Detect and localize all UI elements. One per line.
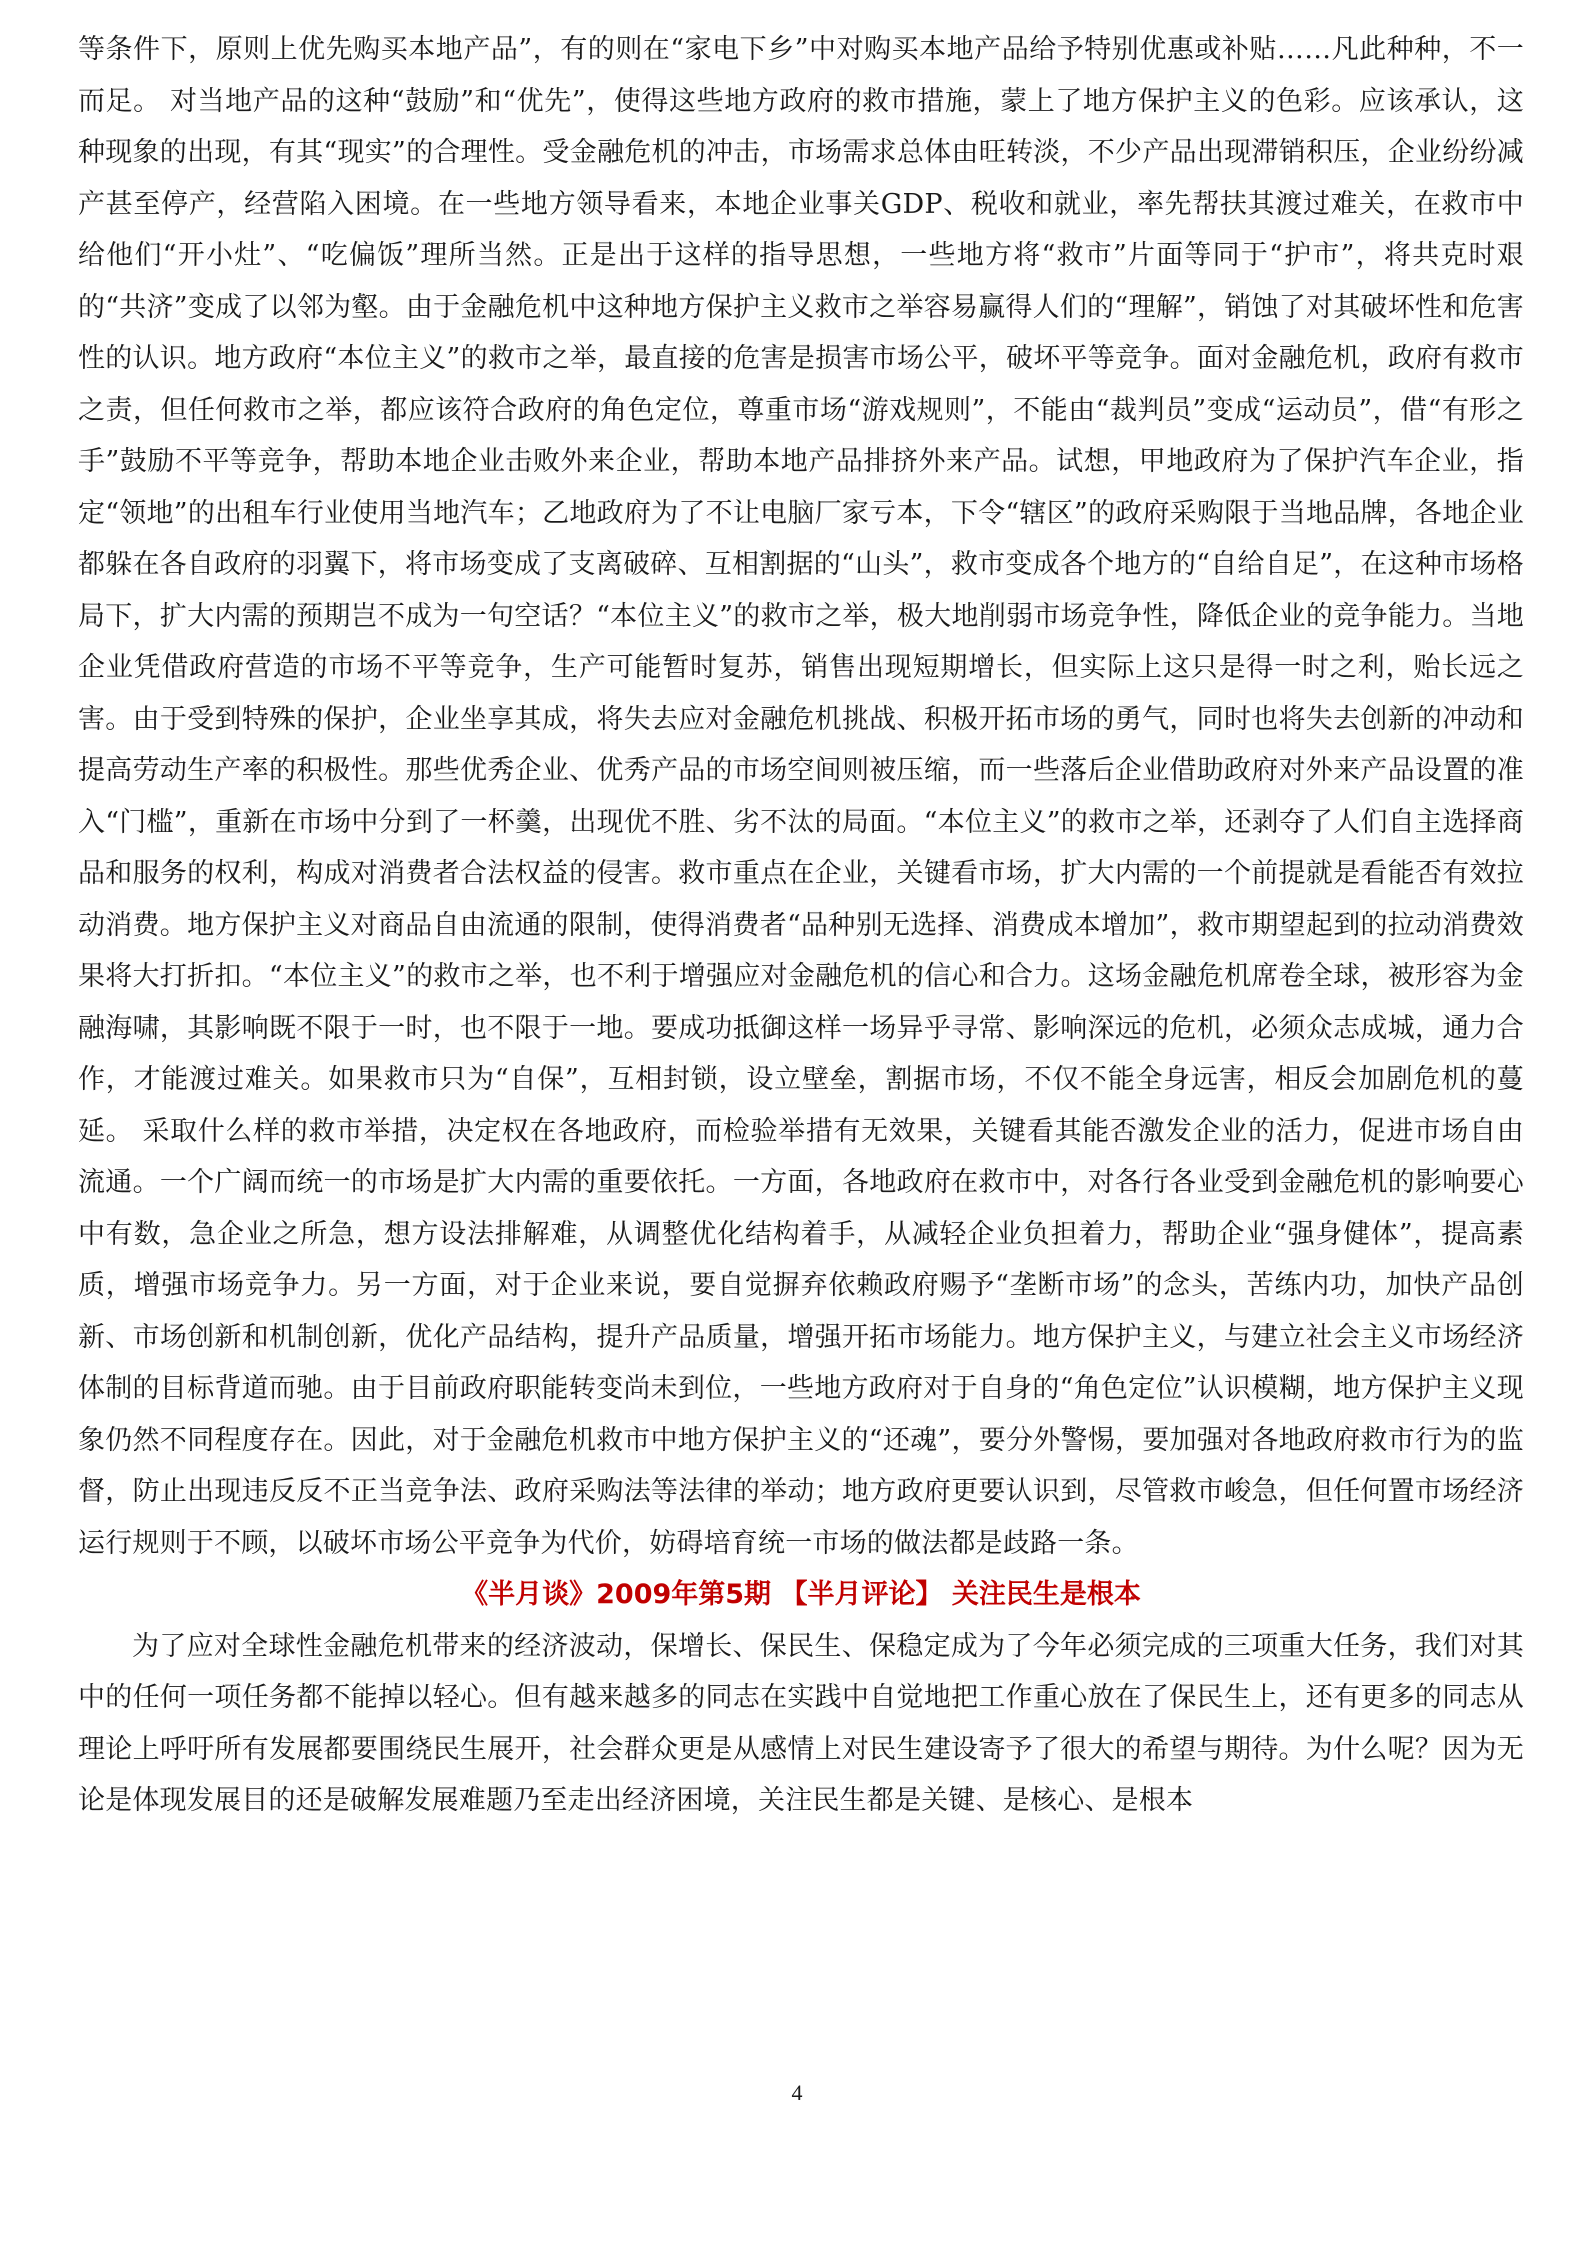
document-page	[78, 24, 1524, 1827]
article-body-intro: 为了应对全球性金融危机带来的经济波动，保增长、保民生、保稳定成为了今年必须完成的三项重大任务，我们对其中的任何一项任务都不能掉以轻心。但有越来越多的同志在实践中自觉地把工作重心放在了保民生上，还有更多的同志从理论上呼吁所有发展都要围绕民生展开，社会群众更是从感情上对民生建设寄予了很大的希望与期待。为什么呢？因为无论是体现发展目的还是破解发展难题乃至走出经济困境，关注民生都是关键、是核心、是根本	[78, 1630, 1524, 1816]
article-heading: 《半月谈》2009年第5期 【半月评论】 关注民生是根本	[461, 1579, 1141, 1610]
page-number: 4	[791, 2080, 803, 2105]
article-body-continued: 等条件下，原则上优先购买本地产品”，有的则在“家电下乡”中对购买本地产品给予特别优惠或补贴……凡此种种，不一而足。 对当地产品的这种“鼓励”和“优先”，使得这些地方政府的救市措施，蒙上了地方保护主义的色彩。应该承认，这种现象的出现，有其“现实”的合理性。受金融危机的冲击，市场需求总体由旺转淡，不少产品出现滞销积压，企业纷纷减产甚至停产，经营陷入困境。在一些地方领导看来，本地企业事关GDP、税收和就业，率先帮扶其渡过难关，在救市中给他们“开小灶”、“吃偏饭”理所当然。正是出于这样的指导思想，一些地方将“救市”片面等同于“护市”，将共克时艰的“共济”变成了以邻为壑。由于金融危机中这种地方保护主义救市之举容易赢得人们的“理解”，销蚀了对其破坏性和危害性的认识。地方政府“本位主义”的救市之举，最直接的危害是损害市场公平，破坏平等竞争。面对金融危机，政府有救市之责，但任何救市之举，都应该符合政府的角色定位，尊重市场“游戏规则”，不能由“裁判员”变成“运动员”，借“有形之手”鼓励不平等竞争，帮助本地企业击败外来企业，帮助本地产品排挤外来产品。试想，甲地政府为了保护汽车企业，指定“领地”的出租车行业使用当地汽车；乙地政府为了不让电脑厂家亏本，下令“辖区”的政府采购限于当地品牌，各地企业都躲在各自政府的羽翼下，将市场变成了支离破碎、互相割据的“山头”，救市变成各个地方的“自给自足”，在这种市场格局下，扩大内需的预期岂不成为一句空话？“本位主义”的救市之举，极大地削弱市场竞争性，降低企业的竞争能力。当地企业凭借政府营造的市场不平等竞争，生产可能暂时复苏，销售出现短期增长，但实际上这只是得一时之利，贻长远之害。由于受到特殊的保护，企业坐享其成，将失去应对金融危机挑战、积极开拓市场的勇气，同时也将失去创新的冲动和提高劳动生产率的积极性。那些优秀企业、优秀产品的市场空间则被压缩，而一些落后企业借助政府对外来产品设置的准入“门槛”，重新在市场中分到了一杯羹，出现优不胜、劣不汰的局面。“本位主义”的救市之举，还剥夺了人们自主选择商品和服务的权利，构成对消费者合法权益的侵害。救市重点在企业，关键看市场，扩大内需的一个前提就是看能否有效拉动消费。地方保护主义对商品自由流通的限制，使得消费者“品种别无选择、消费成本增加”，救市期望起到的拉动消费效果将大打折扣。“本位主义”的救市之举，也不利于增强应对金融危机的信心和合力。这场金融危机席卷全球，被形容为金融海啸，其影响既不限于一时，也不限于一地。要成功抵御这样一场异乎寻常、影响深远的危机，必须众志成城，通力合作，才能渡过难关。如果救市只为“自保”，互相封锁，设立壁垒，割据市场，不仅不能全身远害，相反会加剧危机的蔓延。 采取什么样的救市举措，决定权在各地政府，而检验举措有无效果，关键看其能否激发企业的活力，促进市场自由流通。一个广阔而统一的市场是扩大内需的重要依托。一方面，各地政府在救市中，对各行各业受到金融危机的影响要心中有数，急企业之所急，想方设法排解难，从调整优化结构着手，从减轻企业负担着力，帮助企业“强身健体”，提高素质，增强市场竞争力。另一方面，对于企业来说，要自觉摒弃依赖政府赐予“垄断市场”的念头，苦练内功，加快产品创新、市场创新和机制创新，优化产品结构，提升产品质量，增强开拓市场能力。地方保护主义，与建立社会主义市场经济体制的目标背道而驰。由于目前政府职能转变尚未到位，一些地方政府对于自身的“角色定位”认识模糊，地方保护主义现象仍然不同程度存在。因此，对于金融危机救市中地方保护主义的“还魂”，要分外警惕，要加强对各地政府救市行为的监督，防止出现违反反不正当竞争法、政府采购法等法律的举动；地方政府更要认识到，尽管救市峻急，但任何置市场经济运行规则于不顾，以破坏市场公平竞争为代价，妨碍培育统一市场的做法都是歧路一条。	[78, 34, 1524, 1559]
